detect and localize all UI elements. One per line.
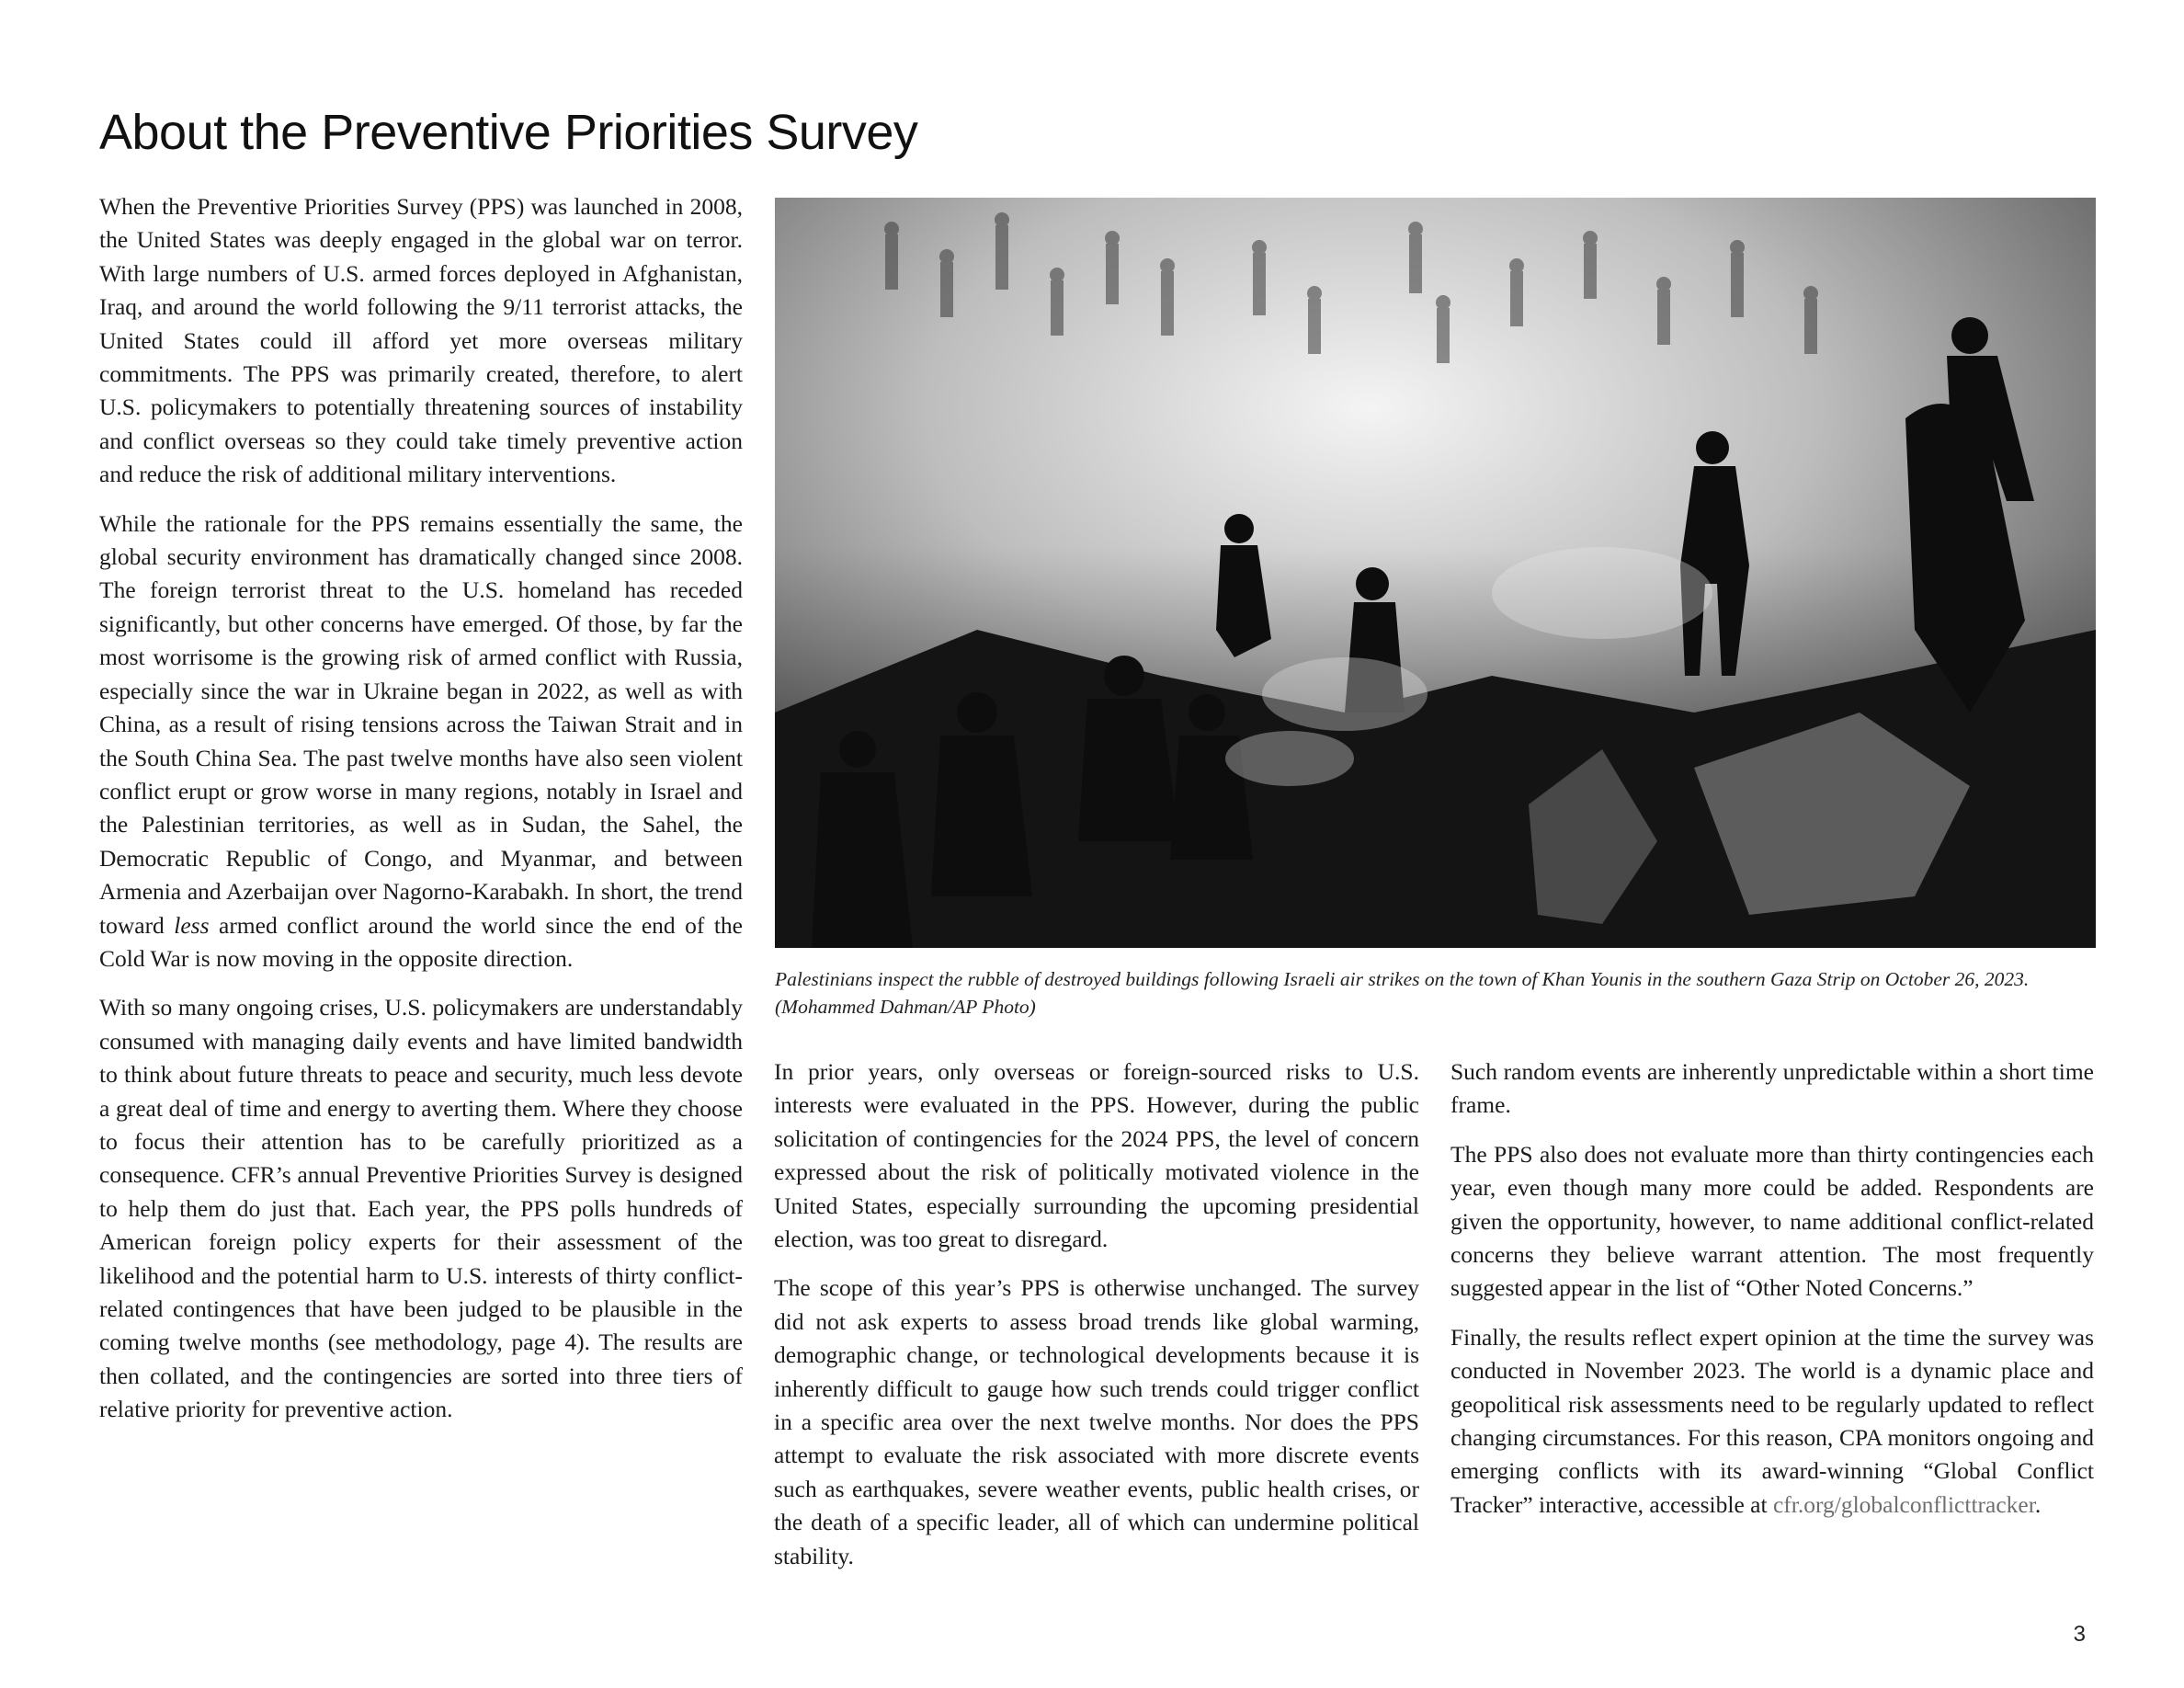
paragraph: The PPS also does not evaluate more than thirty contingencies each year, even though many more could be added. Respondents are given the opportunity, however, to name additional conflict-related concerns they believe warrant attention. The most frequently suggested appear in the list of “Other Noted Concerns.” (1450, 1140, 2094, 1302)
paragraph: When the Preventive Priorities Survey (PPS) was launched in 2008, the United States was deeply engaged in the global war on terror. With large numbers of U.S. armed forces deployed in Afghanistan, Iraq, and around the world following the 9/11 terrorist attacks, the United States could ill afford yet more overseas military commitments. The PPS was primarily created, therefore, to alert U.S. policymakers to potentially threatening sources of instability and conflict overseas so they could take timely preventive action and reduce the risk of additional military interventions. (99, 193, 743, 488)
paragraph (99, 508, 743, 976)
paragraph-text: While the rationale for the PPS remains essentially the same, the global security environment has dramatically changed since 2008. The foreign terrorist threat to the U.S. homeland has receded significantly, but other concerns have emerged. Of those, by far the most worrisome is the growing risk of armed conflict with Russia, especially since the war in Ukraine began in 2022, as well as with China, as a result of rising tensions across the Taiwan Strait and in the South China Sea. The past twelve months have also seen violent conflict erupt or grow worse in many regions, notably in Israel and the Palestinian territories, as well as in Sudan, the Sahel, the Democratic Republic of Congo, and Myanmar, and between Armenia and Azerbaijan over Nagorno-Karabakh. In short, the trend toward (99, 509, 743, 939)
paragraph (1450, 1321, 2094, 1522)
photo-caption: Palestinians inspect the rubble of destroyed buildings following Israeli air strikes on the town of Khan Younis in the southern Gaza Strip on October 26, 2023. (Mohammed Dahman/AP Photo) (775, 968, 2030, 1018)
emphasized-word: less (174, 911, 210, 939)
paragraph-text: Finally, the results reflect expert opinion at the time the survey was conducted in November 2023. The world is a dynamic place and geopolitical risk assessments need to be regularly updated to reflect changing circumstances. For this reason, CPA monitors ongoing and emerging conflicts with its award-winning “Global Conflict Tracker” interactive, accessible at (1450, 1323, 2094, 1518)
global-conflict-tracker-link[interactable]: cfr.org/globalconflicttracker (1772, 1490, 2035, 1518)
paragraph: The scope of this year’s PPS is otherwise unchanged. The survey did not ask experts to assess broad trends like global warming, demographic change, or technological developments because it is inherently difficult to gauge how such trends could trigger conflict in a specific area over the next twelve months. Nor does the PPS attempt to evaluate the risk associated with more discrete events such as earthquakes, severe weather events, public health crises, or the death of a specific leader, all of which can undermine political stability. (774, 1274, 1419, 1569)
page-title: About the Preventive Priorities Survey (99, 105, 918, 160)
left-text-column (99, 190, 743, 1443)
page-number: 3 (2073, 1622, 2086, 1647)
paragraph: With so many ongoing crises, U.S. policymakers are understandably consumed with managing daily events and have limited bandwidth to think about future threats to peace and security, much less devote a great deal of time and energy to averting them. Where they choose to focus their attention has to be carefully prioritized as a consequence. CFR’s annual Preventive Priorities Survey is designed to help them do just that. Each year, the PPS polls hundreds of American foreign policy experts for their assessment of the likelihood and the potential harm to U.S. interests of thirty conflict-related contingences that have been judged to be plausible in the coming twelve months (see methodology, page 4). The results are then collated, and the contingencies are sorted into three tiers of relative priority for preventive action. (99, 994, 743, 1423)
paragraph: Such random events are inherently unpredictable within a short time frame. (1450, 1058, 2094, 1119)
right-text-column (1450, 1055, 2094, 1537)
paragraph-text: . (2034, 1490, 2042, 1518)
middle-text-column (774, 1055, 1419, 1589)
photo-illustration (775, 198, 2096, 948)
news-photo (775, 198, 2096, 948)
paragraph: In prior years, only overseas or foreign-sourced risks to U.S. interests were evaluated in the PPS. However, during the public solicitation of contingencies for the 2024 PPS, the level of concern expressed about the risk of politically motivated violence in the United States, especially surrounding the upcoming presidential election, was too great to disregard. (774, 1058, 1419, 1253)
paragraph-text: armed conflict around the world since the end of the Cold War is now moving in the opposite direction. (99, 911, 743, 972)
